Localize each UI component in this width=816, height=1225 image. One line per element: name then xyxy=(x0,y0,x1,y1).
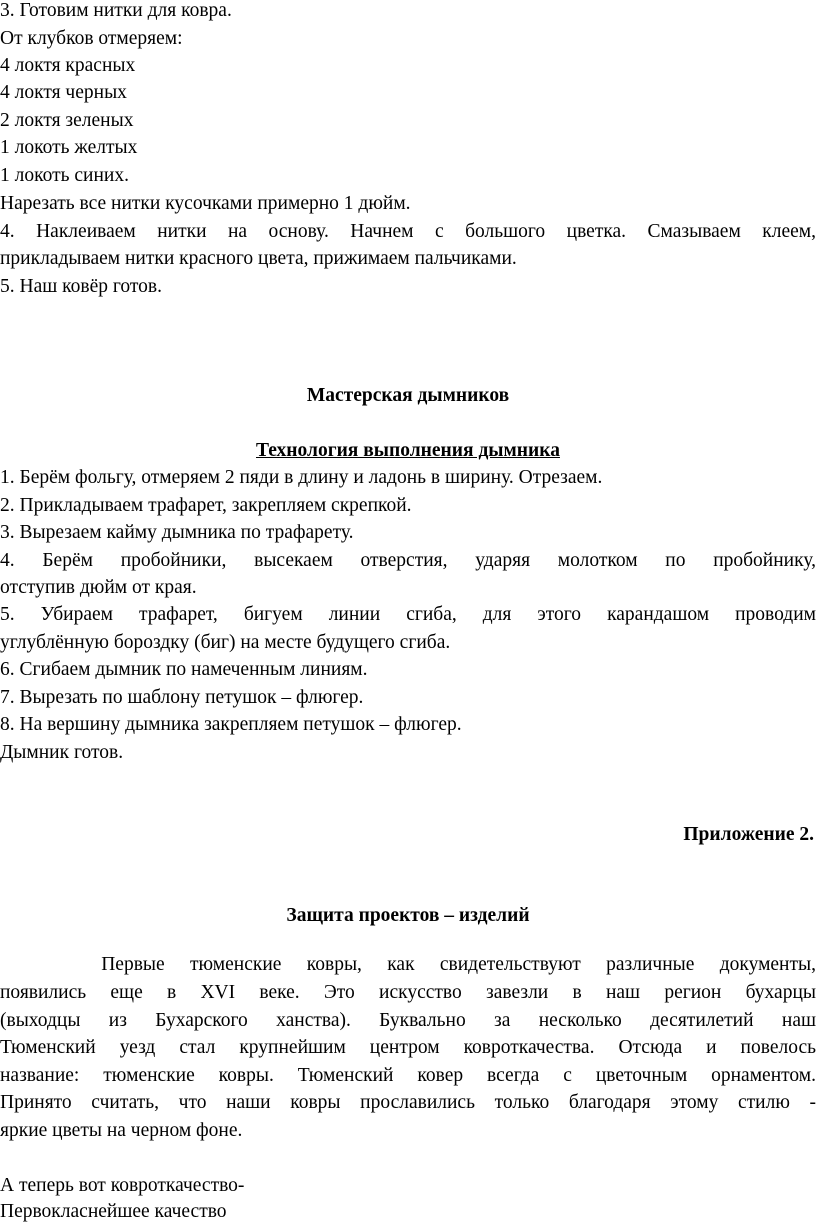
text-line: 6. Сгибаем дымник по намеченным линиям. xyxy=(0,659,368,680)
poem-line: А теперь вот ковроткачество- xyxy=(0,1175,245,1196)
paragraph-line: Тюменский уезд стал крупнейшим центром ковроткачества. Отсюда и повелось xyxy=(0,1037,816,1058)
text-line: 5. Убираем трафарет, бигуем линии сгиба, для этого карандашом проводим xyxy=(0,604,816,625)
text-line: 1 локоть синих. xyxy=(0,165,129,186)
paragraph-line: название: тюменские ковры. Тюменский ковер всегда с цветочным орнаментом. xyxy=(0,1065,816,1086)
section-subtitle-text: Технология выполнения дымника xyxy=(256,440,560,461)
text-line: 2 локтя зеленых xyxy=(0,110,134,131)
text-line: 4. Берём пробойники, высекаем отверстия, ударяя молотком по пробойнику, xyxy=(0,550,816,571)
paragraph-line: яркие цветы на черном фоне. xyxy=(0,1120,243,1141)
poem-line: Первокласнейшее качество xyxy=(0,1201,227,1222)
section-title: Мастерская дымников xyxy=(306,385,510,406)
text-line: 2. Прикладываем трафарет, закрепляем скрепкой. xyxy=(0,495,412,516)
section-subtitle xyxy=(0,437,816,464)
paragraph-line: (выходцы из Бухарского ханства). Буквально за несколько десятилетий наш xyxy=(0,1010,816,1031)
text-line: 7. Вырезать по шаблону петушок – флюгер. xyxy=(0,687,364,708)
text-line: 5. Наш ковёр готов. xyxy=(0,276,162,297)
text-line: 3. Вырезаем кайму дымника по трафарету. xyxy=(0,522,354,543)
appendix-title: Защита проектов – изделий xyxy=(286,905,530,926)
appendix-label: Приложение 2. xyxy=(683,824,814,845)
text-line: 3. Готовим нитки для ковра. xyxy=(0,0,232,21)
text-line: 4 локтя красных xyxy=(0,55,136,76)
text-line: 4. Наклеиваем нитки на основу. Начнем с большого цветка. Смазываем клеем, xyxy=(0,221,816,242)
text-line: углублённую бороздку (биг) на месте будущего сгиба. xyxy=(0,632,451,653)
paragraph-line: Первые тюменские ковры, как свидетельствуют различные документы, xyxy=(0,954,816,975)
text-line: Дымник готов. xyxy=(0,742,124,763)
text-line: отступив дюйм от края. xyxy=(0,577,197,598)
paragraph-line: Принято считать, что наши ковры прославились только благодаря этому стилю - xyxy=(0,1092,816,1113)
text-line: прикладываем нитки красного цвета, прижимаем пальчиками. xyxy=(0,248,517,269)
text-line: 4 локтя черных xyxy=(0,82,127,103)
text-line: Нарезать все нитки кусочками примерно 1 дюйм. xyxy=(0,193,411,214)
text-line: 1. Берём фольгу, отмеряем 2 пяди в длину и ладонь в ширину. Отрезаем. xyxy=(0,467,603,488)
text-line: 8. На вершину дымника закрепляем петушок – флюгер. xyxy=(0,714,462,735)
paragraph-line: появились еще в XVI веке. Это искусство завезли в наш регион бухарцы xyxy=(0,982,816,1003)
text-line: От клубков отмеряем: xyxy=(0,28,183,49)
text-line: 1 локоть желтых xyxy=(0,137,138,158)
